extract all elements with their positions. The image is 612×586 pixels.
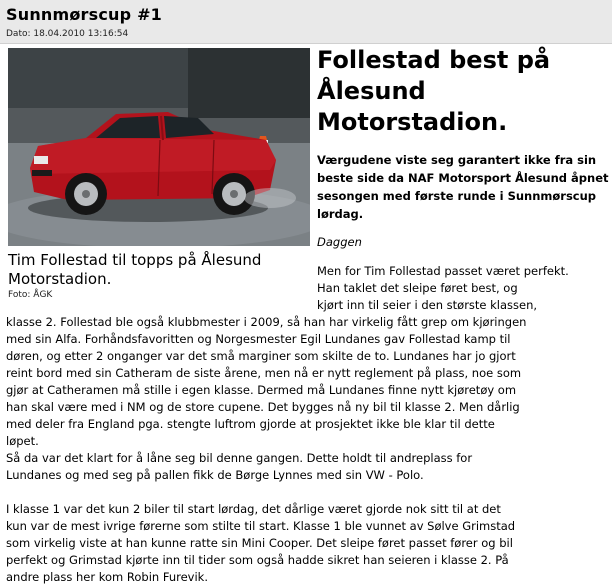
body-line: klasse 2. Follestad ble også klubbmester i 2009, så han har virkelig fått grep om kjøringen [6, 315, 527, 329]
body-line: som virkelig viste at han kunne ratte sin Mini Cooper. Det sleipe føret passet fører og bil [6, 536, 513, 550]
article-photo [8, 48, 310, 246]
body-line: han skal være med i NM og de store cupene. Det bygges nå ny bil til klasse 2. Men dårlig [6, 400, 520, 414]
body-line: kun var de mest ivrige førerne som stilte til start. Klasse 1 ble vunnet av Sølve Grimstad [6, 519, 516, 533]
body-line: gjør at Catheramen må stille i egen klasse. Dermed må Lundanes finne nytt kjøretøy om [6, 383, 517, 397]
body-line: perfekt og Grimstad kjørte inn til tider som også hadde sikret han seieren i klasse 2. På [6, 553, 509, 567]
body-line: Så da var det klart for å låne seg bil denne gangen. Dette holdt til andreplass for [6, 451, 473, 465]
body-line: Men for Tim Follestad passet været perfekt. [317, 264, 569, 278]
body-line: med sin Alfa. Forhåndsfavoritten og Norgesmester Egil Lundanes gav Follestad kamp til [6, 332, 511, 346]
page-title: Sunnmørscup #1 [6, 5, 163, 24]
article-header-bar [0, 0, 612, 44]
body-line: andre plass her kom Robin Furevik. [6, 570, 209, 584]
red-car-image [8, 48, 310, 246]
publish-date: Dato: 18.04.2010 13:16:54 [6, 29, 129, 39]
body-line: med deler fra England pga. stengte luftrom gjorde at prosjektet ikke ble klar til dette [6, 417, 495, 431]
body-line: reint bord med sin Catheram de siste årene, men nå er nytt reglement på plass, noe som [6, 366, 522, 380]
photo-credit: Foto: ÅGK [8, 290, 53, 300]
article-body-narrow [317, 263, 612, 314]
article-lead: Værgudene viste seg garantert ikke fra sin beste side da NAF Motorsport Ålesund åpnet sesongen med første runde i Sunnmørscup lørdag. [317, 153, 609, 221]
photo-caption: Tim Follestad til topps på Ålesund Motorstadion. [8, 251, 262, 288]
body-line: I klasse 1 var det kun 2 biler til start lørdag, det dårlige været gjorde nok sitt til at det [6, 502, 501, 516]
body-line: kjørt inn til seier i den største klassen, [317, 298, 538, 312]
article-body-wide [6, 314, 610, 586]
article-byline: Daggen [317, 235, 362, 249]
body-line: døren, og etter 2 onganger var det små marginer som skilte de to. Lundanes har jo gjort [6, 349, 516, 363]
article-headline: Follestad best på Ålesund Motorstadion. [317, 46, 551, 136]
body-line: løpet. [6, 434, 39, 448]
body-line: Lundanes og med seg på pallen fikk de Børge Lynnes med sin VW - Polo. [6, 468, 424, 482]
paragraph-gap [6, 484, 610, 501]
body-line: Han taklet det sleipe føret best, og [317, 281, 518, 295]
